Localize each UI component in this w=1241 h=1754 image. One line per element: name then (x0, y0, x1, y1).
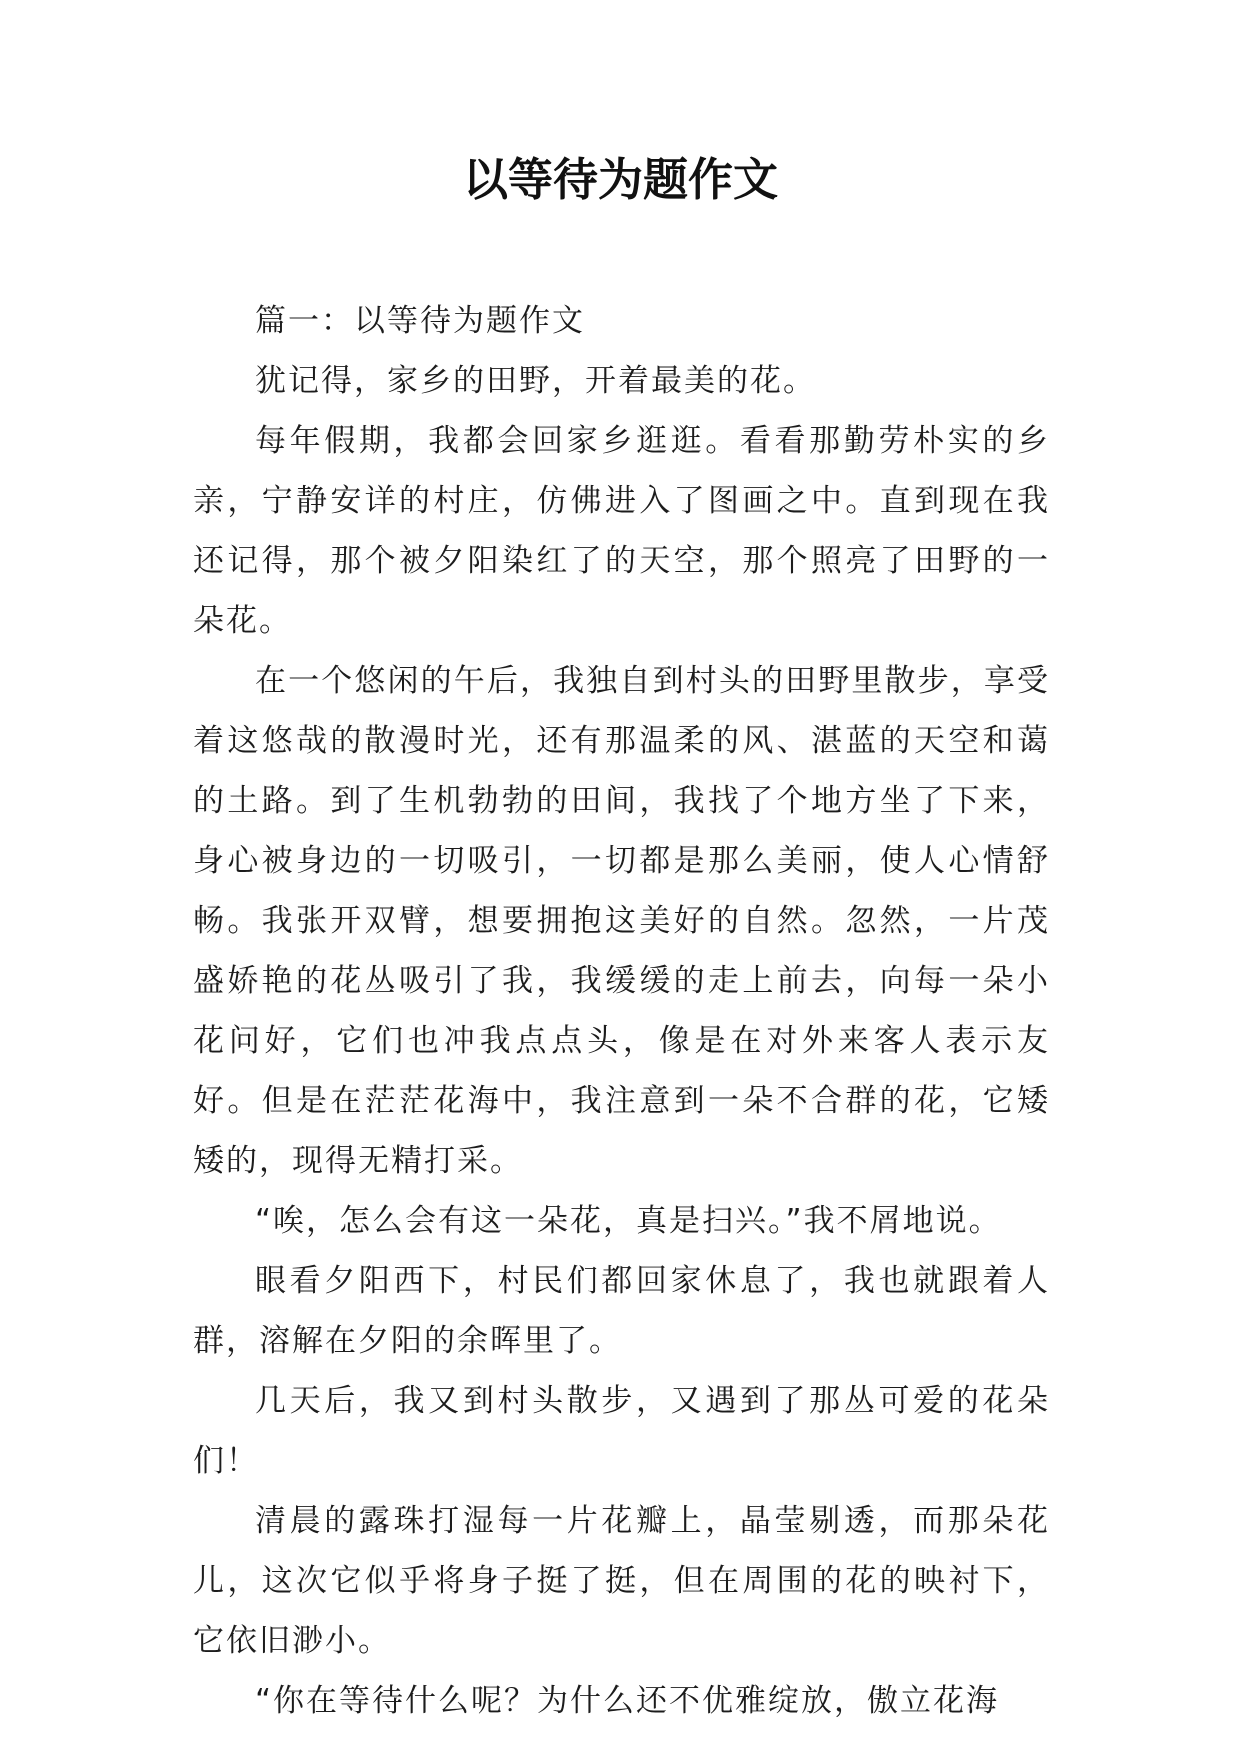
paragraph: 在一个悠闲的午后，我独自到村头的田野里散步，享受着这悠哉的散漫时光，还有那温柔的风、湛蓝的天空和蔼的土路。到了生机勃勃的田间，我找了个地方坐了下来，身心被身边的一切吸引，一切都是那么美丽，使人心情舒畅。我张开双臂，想要拥抱这美好的自然。忽然，一片茂盛娇艳的花丛吸引了我，我缓缓的走上前去，向每一朵小花问好，它们也冲我点点头，像是在对外来客人表示友好。但是在茫茫花海中，我注意到一朵不合群的花，它矮矮的，现得无精打采。 (193, 663, 1050, 1179)
paragraph: 几天后，我又到村头散步，又遇到了那丛可爱的花朵们！ (193, 1383, 1050, 1479)
document-body (193, 291, 1050, 1731)
paragraph-quote: “唉，怎么会有这一朵花，真是扫兴。”我不屑地说。 (255, 1203, 1002, 1239)
paragraph: 清晨的露珠打湿每一片花瓣上，晶莹剔透，而那朵花儿，这次它似乎将身子挺了挺，但在周围的花的映衬下，它依旧渺小。 (193, 1503, 1050, 1659)
document-title: 以等待为题作文 (462, 153, 778, 206)
paragraph: 眼看夕阳西下，村民们都回家休息了，我也就跟着人群，溶解在夕阳的余晖里了。 (193, 1263, 1050, 1359)
paragraph-section-heading: 篇一：以等待为题作文 (255, 303, 585, 339)
paragraph: 每年假期，我都会回家乡逛逛。看看那勤劳朴实的乡亲，宁静安详的村庄，仿佛进入了图画之中。直到现在我还记得，那个被夕阳染红了的天空，那个照亮了田野的一朵花。 (193, 423, 1050, 639)
paragraph-quote: “你在等待什么呢？为什么还不优雅绽放，傲立花海 (255, 1683, 1000, 1719)
paragraph: 犹记得，家乡的田野，开着最美的花。 (255, 363, 816, 399)
